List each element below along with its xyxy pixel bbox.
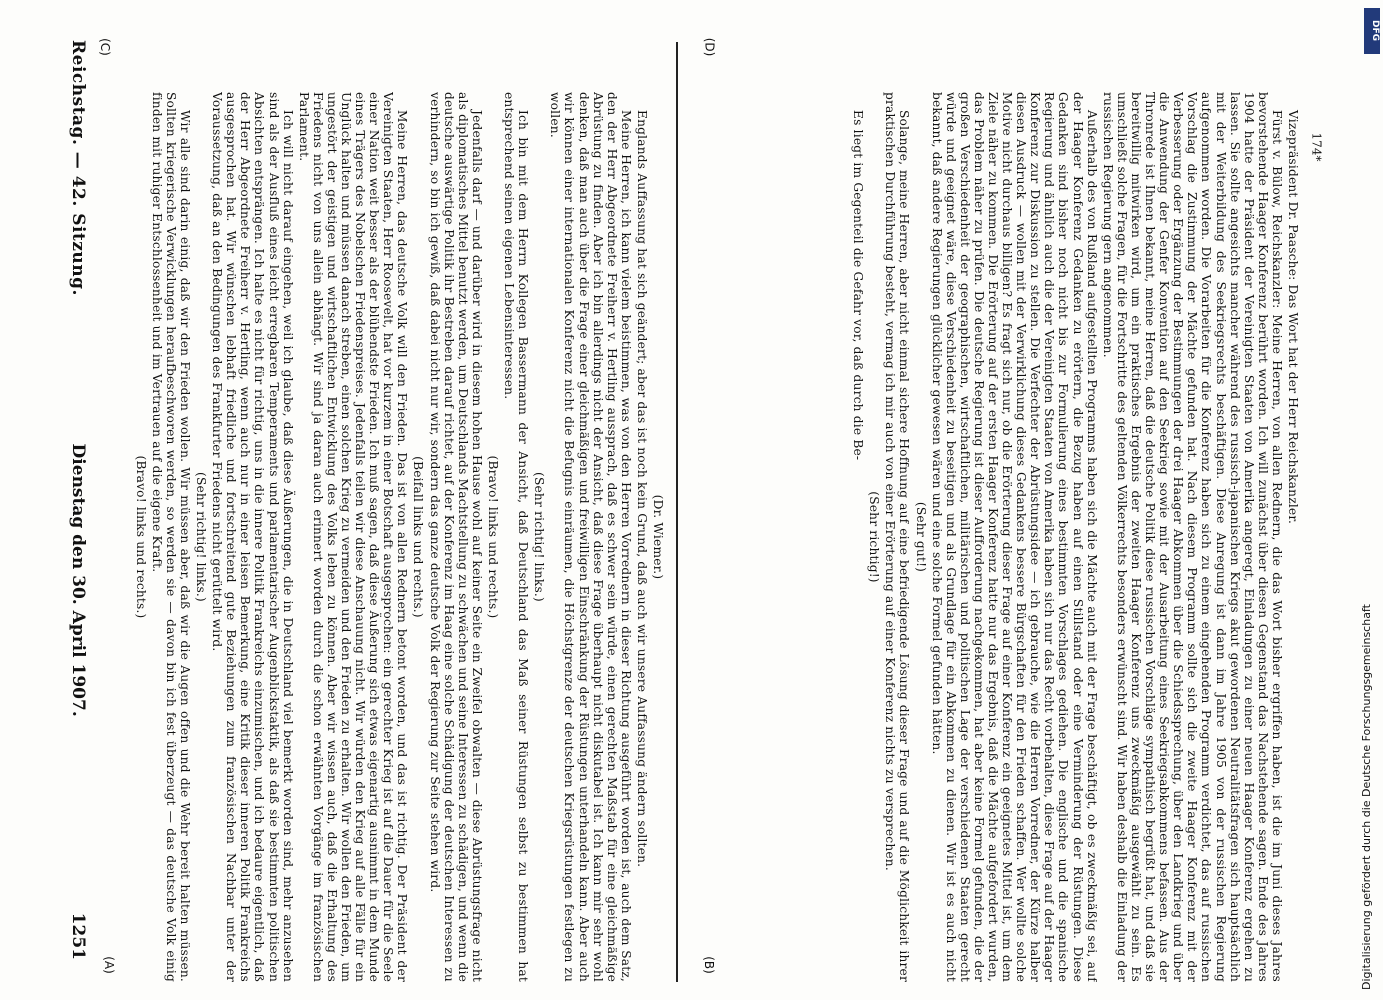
- column-divider: [676, 42, 678, 982]
- paragraph: Es liegt im Gegenteil die Gefahr vor, daß durch die Be-: [851, 110, 866, 461]
- paragraph: (Sehr gut!): [913, 501, 928, 573]
- page-number: 1251: [68, 912, 88, 960]
- paragraph: (Beifall links und rechts.): [411, 456, 426, 618]
- margin-d: (D): [702, 37, 717, 57]
- dfg-logo: DFG: [1364, 8, 1380, 54]
- paragraph: (Sehr richtig! links.): [532, 472, 547, 602]
- paragraph: Ich will nicht darauf eingehen, weil ich glaube, daß diese Äußerungen, die in Deutschland viel bemerkt worden sind, mehr anzusehen sind als der Ausfluß eines leicht erregbaren Temperaments und parlamentarischer Augenblickstaktik, als daß sie bestimmten politischen Absichten entsprängen. Ich halte es nicht für richtig, uns in die innere Politik Frankreichs einzumischen, und ich bedaure eigentlich, daß der Herr Abgeordnete Freiherr v. Hertling, wenn auch nur in einer leisen Bemerkung, eine Kritik dieser inneren Politik Frankreichs ausgesprochen hat. Wir wünschen lebhaft friedliche und fortschreitend gute Beziehungen zum französischen Nachbar unter der Voraussetzung, daß an den Bedingungen des Frankfurter Friedens nicht gerüttelt wird.: [210, 92, 295, 982]
- paragraph: (Dr. Wiemer.): [651, 494, 665, 580]
- running-header: [52, 40, 92, 960]
- paragraph: (Sehr richtig! links.): [194, 472, 209, 602]
- right-column: [735, 92, 1300, 982]
- header-right: [68, 444, 88, 960]
- left-column: [100, 92, 665, 982]
- margin-b: (B): [701, 956, 716, 974]
- margin-a: (A): [101, 956, 116, 974]
- paragraph: Meine Herren, das deutsche Volk will den Frieden. Das ist von allen Rednern betont worden, und das ist richtig. Der Präsident der Vereinigten Staaten, Herr Roosevelt, hat vor kurzem in einer Botschaft ausgesprochen: ein gerechter Krieg ist auf die Dauer für die Seele einer Nation weit besser als der blühendste Frieden. Ich muß sagen, daß diese Äußerung sich etwas eigenartig ausnimmt in dem Munde eines Trägers des Nobelschen Friedenspreises. Jedenfalls teilen wir diese Anschauung nicht. Wir würden den Krieg auf alle Fälle für ein Unglück halten und müssen danach streben, einen solchen Krieg zu vermeiden und den Frieden zu erhalten. Wir wollen den Frieden, um ungestört der geistigen und wirtschaftlichen Entwicklung des Volks leben zu können. Aber wir wissen auch, daß die Erhaltung des Friedens nicht von uns allein abhängt. Wir sind ja daran auch erinnert worden durch die schon erwähnten Vorgänge im französischen Parlament.: [296, 92, 410, 982]
- paragraph: Fürst v. Bülow, Reichskanzler: Meine Herren, von allen Rednern, die das Wort bisher ergriffen haben, ist die im Juni dieses Jahres bevorstehende Haager Konferenz berührt worden. Ich will zunächst über diesen Gegenstand das Nachstehende sagen. Ende des Jahres 1904 hatte der Präsident der Vereinigten Staaten von Amerika angeregt, Einladungen zu einer neuen Haager Konferenz ergehen zu lassen. Sie sollte angesichts mancher während des russisch-japanischen Kriegs akut gewordenen Neutralitätsfragen sich hauptsächlich mit der Weiterbildung des Seekriegsrechts beschäftigen. Diese Anregung ist dann im Jahre 1905 von der russischen Regierung aufgenommen worden. Die Vorarbeiten für die Konferenz haben sich zu einem eingehenden Programm verdichtet, das auf russischen Vorschlag die Zustimmung der Mächte gefunden hat. Nach diesem Programm sollte sich die zweite Haager Konferenz mit der Verbesserung oder Ergänzung der Bestimmungen der drei Haager Abkommen über die Schiedssprechung, über den Landkrieg und über die Anwendung der Genfer Konvention auf den Seekrieg sowie mit der Ausarbeitung eines Seekriegsabkommens befassen. Aus der Thronrede ist Ihnen bekannt, meine Herren, daß die deutsche Politik diese russischen Vorschläge sympathisch begrüßt hat, und daß sie bereitwillig mitwirken wird, um ein praktisches Ergebnis der zweiten Haager Konferenz uns zweckmäßig ausgewählt zu sein. Es umschließt solche Fragen, für die Fortschritte des geltenden Völkerrechts besonders erwünscht sind. Wir haben deshalb die Einladung der russischen Regierung gern angenommen.: [1100, 92, 1284, 982]
- paragraph: Ich bin mit dem Herrn Kollegen Bassermann der Ansicht, daß Deutschland das Maß seiner Rüstungen selbst zu bestimmen hat entsprechend seinen eigenen Lebensinteressen.: [502, 92, 531, 982]
- header-date: Dienstag den 30. April 1907.: [68, 443, 88, 717]
- margin-c: (C): [97, 38, 112, 56]
- paragraph: Solange, meine Herren, aber nicht einmal sichere Hoffnung auf eine befriedigende Lösung dieser Frage und auf die Möglichkeit ihrer praktischen Durchführung besteht, vermag ich mir auch von einer Erörterung auf einer Konferenz nichts zu versprechen.: [883, 92, 912, 982]
- paragraph: Außerhalb des von Rußland aufgestellten Programms haben sich die Mächte auch mit der Frage beschäftigt, ob es zweckmäßig sei, auf der Haager Konferenz Gedanken zu erörtern, die Bezug haben auf einen Stillstand oder eine Verminderung der Rüstungen. Diese Gedanken sind bisher noch nicht bis zur Formulierung eines bestimmten Vorschlages gediehen. Die englische und die spanische Regierung und ähnlich auch die der Vereinigten Staaten von Amerika haben sich nur das Recht vorbehalten, diese Frage auf der Haager Konferenz zur Diskussion zu stellen. Die Verfechter der Abrüstungsidee — ich gebrauche, wie die Herren Vorredner, der Kürze halber diesen Ausdruck — wollen mit der Verwirklichung dieses Gedankens bessere Bürgschaften für den Frieden schaffen. Wer wollte solche Motive nicht durchaus billigen? Es fragt sich nur, ob die Erörterung dieser Frage auf einer Konferenz ein geeignetes Mittel ist, um dem Ziele näher zu kommen. Die Erörterung auf der ersten Haager Konferenz hatte nur das Ergebnis, daß die Mächte aufgefordert wurden, das Problem näher zu prüfen. Die deutsche Regierung ist dieser Aufforderung nachgekommen, hat aber keine Formel gefunden, die der großen Verschiedenheit der geographischen, wirtschaftlichen, militärischen und politischen Lage der verschiedenen Staaten gerecht würde und geeignet wäre, diese Verschiedenheit zu beseitigen und als Grundlage für ein Abkommen zu dienen. Wir ist es auch nicht bekannt, daß andere Regierungen glücklicher gewesen wären und eine solche Formel gefunden hätten.: [929, 92, 1099, 982]
- footnote-mark: 174*: [1309, 132, 1324, 162]
- header-left: Reichstag. — 42. Sitzung.: [68, 40, 88, 296]
- paragraph: (Bravo! links und rechts.): [133, 455, 148, 619]
- paragraph: (Sehr richtig!): [867, 491, 882, 583]
- digitization-note: Digitalisierung gefördert durch die Deutsche Forschungsgemeinschaft: [1360, 604, 1373, 990]
- paragraph: Englands Auffassung hat sich geändert; aber das ist noch kein Grund, daß auch wir unsere Auffassung ändern sollten.: [634, 110, 649, 868]
- paragraph: Jedenfalls darf — und darüber wird in diesem hohen Hause wohl auf keiner Seite ein Zweifel obwalten — diese Abrüstungsfrage nicht als diplomatisches Mittel benutzt werden, um Deutschlands Machtstellung zu schwächen und seine Interessen zu schädigen, und wenn die deutsche auswärtige Politik ihr Bestreben darauf richtet, auf der Konferenz im Haag eine solche Schädigung der deutschen Interessen zu verhindern, so bin ich gewiß, daß dabei nicht nur wir, sondern das ganze deutsche Volk der Regierung zur Seite stehen wird.: [427, 92, 484, 982]
- paragraph: Wir alle sind darin einig, daß wir den Frieden wollen. Wir müssen aber, daß wir die Augen offen und die Wehr bereit halten müssen. Sollten kriegerische Verwicklungen heraufbeschworen werden, so werden sie — davon bin ich fest überzeugt — das deutsche Volk einig finden mit ruhiger Entschlossenheit und im Vertrauen auf die eigene Kraft.: [149, 92, 192, 982]
- paragraph: Meine Herren, ich kann vielem beistimmen, was von den Herren Vorrednern in dieser Richtung ausgeführt worden ist, auch dem Satz, den der Herr Abgeordnete Freiherr v. Hertling aussprach, daß es schwer sein würde, einen gerechten Maßstab für eine gleichmäßige Abrüstung zu finden. Aber ich bin allerdings nicht der Ansicht, daß diese Frage überhaupt nicht diskutabel ist. Ich kann mir sehr wohl denken, daß man auch über die Frage einer gleichmäßigen und freiwilligen Einschränkung der Rüstungen unterhandeln kann. Aber auch wir können einer internationalen Konferenz nicht die Befugnis einräumen, die Höchstgrenze der deutschen Kriegsrüstungen festlegen zu wollen.: [548, 92, 633, 982]
- paragraph: Vizepräsident Dr. Paasche: Das Wort hat der Herr Reichskanzler.: [1286, 110, 1300, 525]
- paragraph: (Bravo! links und rechts.): [485, 455, 500, 619]
